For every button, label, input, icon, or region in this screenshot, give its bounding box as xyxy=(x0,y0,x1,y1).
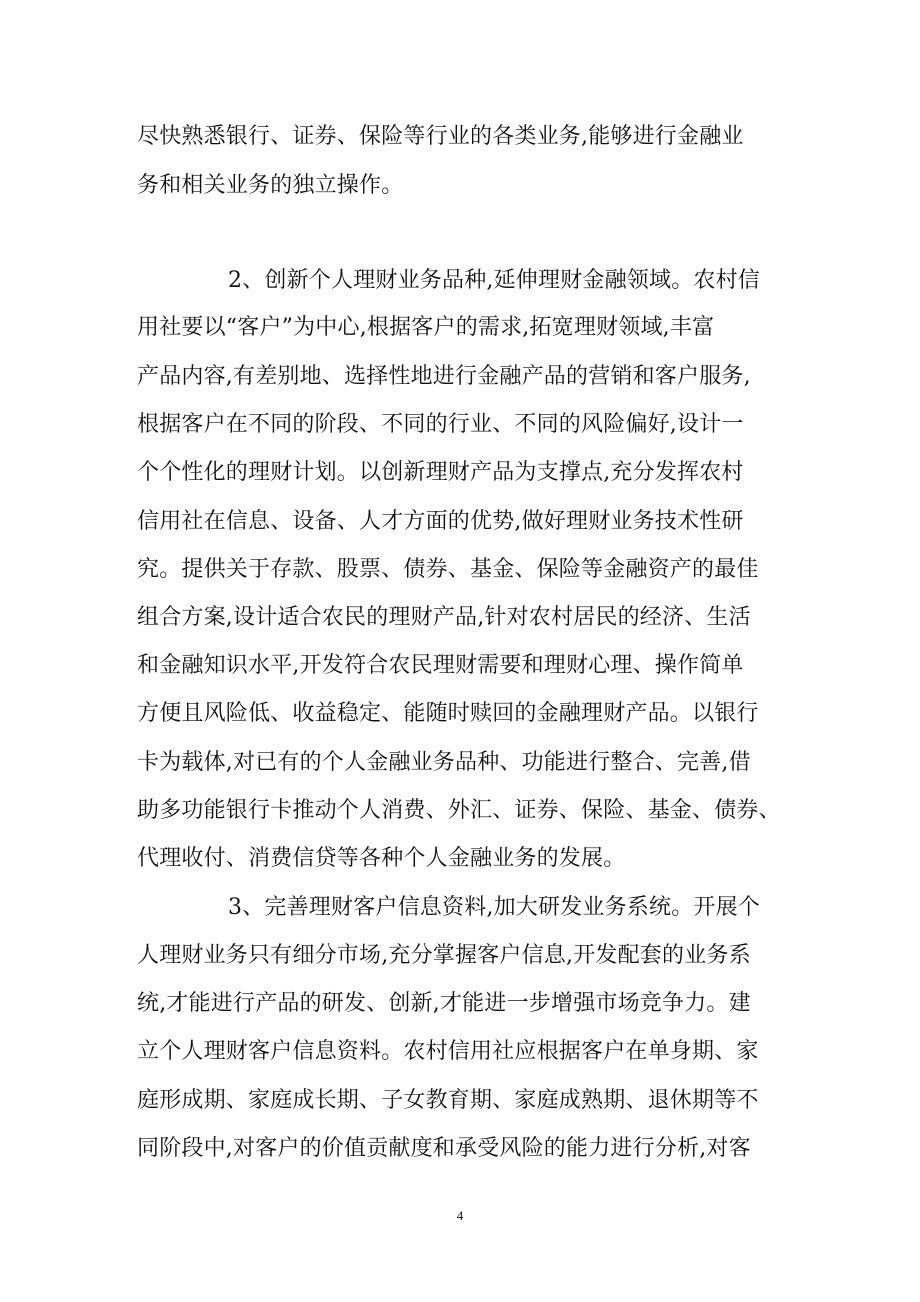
paragraph-2-line-6: 信用社在信息、设备、人才方面的优势,做好理财业务技术性研 xyxy=(137,509,744,534)
paragraph-2-line-9: 和金融知识水平,开发符合农民理财需要和理财心理、操作简单 xyxy=(137,653,744,678)
paragraph-3-line-2: 人理财业务只有细分市场,充分掌握客户信息,开发配套的业务系 xyxy=(137,943,751,968)
paragraph-3-line-6: 同阶段中,对客户的价值贡献度和承受风险的能力进行分析,对客 xyxy=(137,1136,751,1161)
paragraph-3-line-3: 统,才能进行产品的研发、创新,才能进一步增强市场竞争力。建 xyxy=(137,991,751,1016)
paragraph-3-line-4: 立个人理财客户信息资料。农村信用社应根据客户在单身期、家 xyxy=(137,1039,759,1064)
paragraph-2-line-10: 方便且风险低、收益稳定、能随时赎回的金融理财产品。以银行 xyxy=(137,701,759,726)
paragraph-3-line-1: 3、完善理财客户信息资料,加大研发业务系统。开展个 xyxy=(228,895,760,920)
paragraph-3-line-5: 庭形成期、家庭成长期、子女教育期、家庭成熟期、退休期等不 xyxy=(137,1088,759,1113)
paragraph-1-line-1: 尽快熟悉银行、证券、保险等行业的各类业务,能够进行金融业 xyxy=(137,124,744,149)
paragraph-2-line-4: 根据客户在不同的阶段、不同的行业、不同的风险偏好,设计一 xyxy=(137,412,744,437)
paragraph-2-line-5: 个个性化的理财计划。以创新理财产品为支撑点,充分发挥农村 xyxy=(137,460,744,485)
paragraph-2-line-8: 组合方案,设计适合农民的理财产品,针对农村居民的经济、生活 xyxy=(137,605,751,630)
paragraph-2-line-1: 2、创新个人理财业务品种,延伸理财金融领域。农村信 xyxy=(228,268,760,293)
paragraph-2-line-13: 代理收付、消费信贷等各种个人金融业务的发展。 xyxy=(137,846,626,871)
page-number: 4 xyxy=(456,1208,464,1223)
paragraph-2-line-12: 助多功能银行卡推动个人消费、外汇、证券、保险、基金、债券、 xyxy=(137,798,781,823)
paragraph-2-line-11: 卡为载体,对已有的个人金融业务品种、功能进行整合、完善,借 xyxy=(137,750,751,775)
paragraph-2-line-2: 用社要以“客户”为中心,根据客户的需求,拓宽理财领域,丰富 xyxy=(137,315,715,340)
paragraph-2-line-7: 究。提供关于存款、股票、债券、基金、保险等金融资产的最佳 xyxy=(137,557,759,582)
paragraph-2-line-3: 产品内容,有差别地、选择性地进行金融产品的营销和客户服务, xyxy=(137,364,751,389)
paragraph-1-line-2: 务和相关业务的独立操作。 xyxy=(137,173,404,198)
